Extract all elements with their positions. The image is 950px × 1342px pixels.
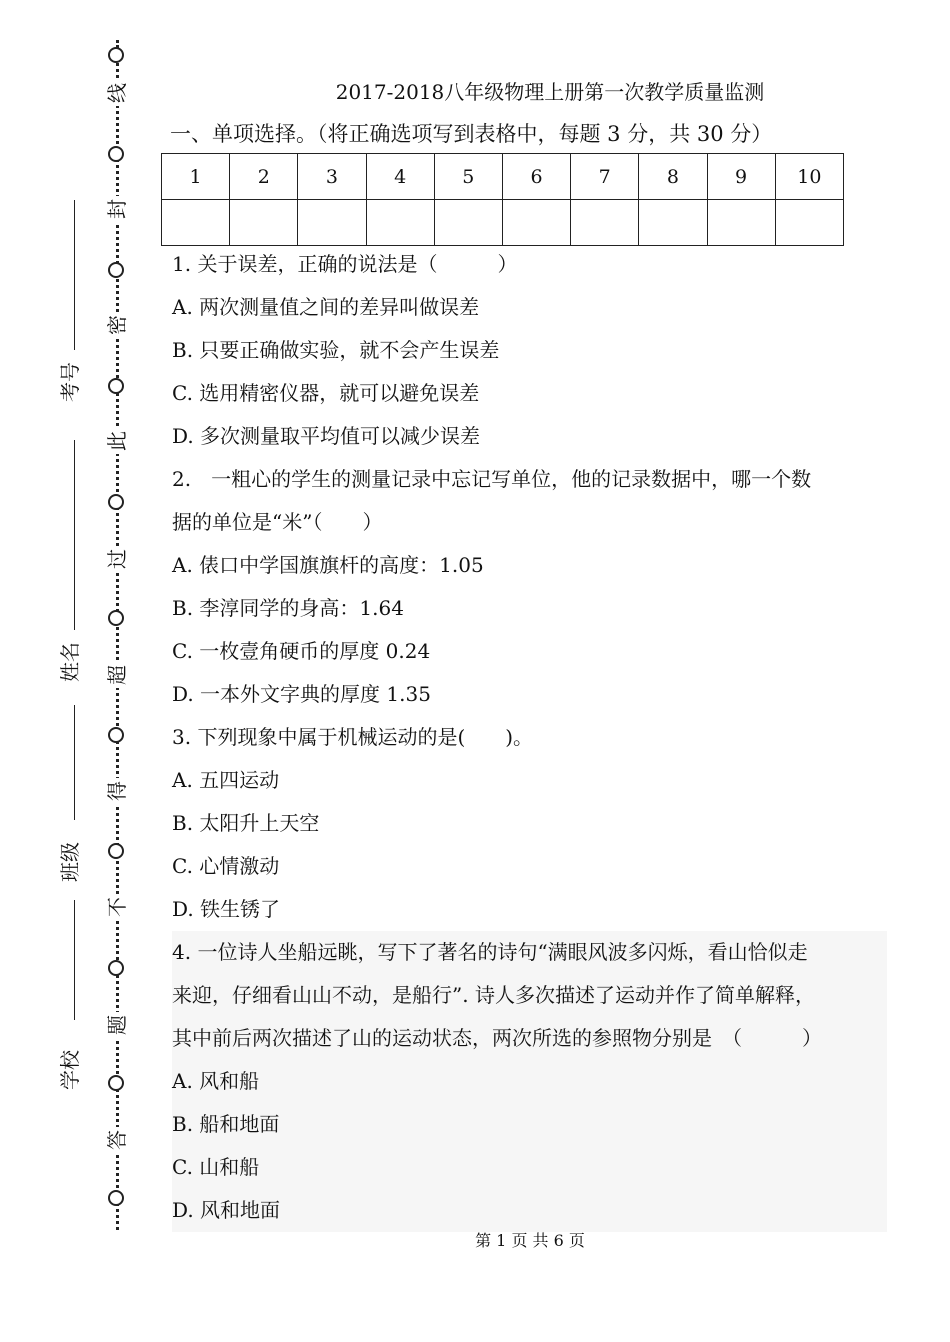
question-3-option-d: D. 铁生锈了 (172, 897, 281, 921)
question-4-stem-line-2: 来迎，仔细看山山不动，是船行”. 诗人多次描述了运动并作了简单解释， (172, 974, 887, 1017)
name-label: 姓名 (58, 642, 82, 682)
answer-number-cell: 1 (162, 154, 230, 200)
question-1-option-b: B. 只要正确做实验，就不会产生误差 (172, 338, 500, 362)
answer-blank-row[interactable] (162, 200, 844, 246)
school-line[interactable] (74, 900, 75, 1020)
answer-blank-cell[interactable] (639, 200, 707, 246)
question-4-stem-line-1: 4. 一位诗人坐船远眺，写下了著名的诗句“满眼风波多闪烁，看山恰似走 (172, 931, 887, 974)
question-3-option-b: B. 太阳升上天空 (172, 811, 320, 835)
question-2-stem-line-1: 2. 一粗心的学生的测量记录中忘记写单位，他的记录数据中，哪一个数 (172, 467, 812, 491)
answer-number-cell: 2 (230, 154, 298, 200)
binding-circle-icon (108, 494, 124, 510)
question-2-option-d: D. 一本外文字典的厚度 1.35 (172, 682, 431, 706)
binding-char: 得 (104, 778, 130, 804)
class-label: 班级 (58, 842, 82, 882)
section-heading: 一、单项选择。（将正确选项写到表格中，每题 3 分，共 30 分） (170, 122, 773, 146)
exam-number-label: 考号 (58, 362, 82, 402)
binding-circle-icon (108, 1075, 124, 1091)
binding-char: 过 (104, 546, 130, 572)
binding-char: 题 (104, 1012, 130, 1038)
answer-blank-cell[interactable] (162, 200, 230, 246)
question-2-option-a: A. 俵口中学国旗旗杆的高度：1.05 (172, 553, 484, 577)
question-4-stem-line-3: 其中前后两次描述了山的运动状态，两次所选的参照物分别是 （ ） (172, 1017, 887, 1060)
exam-number-line[interactable] (74, 200, 75, 350)
answer-number-cell: 5 (434, 154, 502, 200)
binding-circle-icon (108, 1190, 124, 1206)
binding-circle-icon (108, 843, 124, 859)
answer-blank-cell[interactable] (571, 200, 639, 246)
question-4-option-c: C. 山和船 (172, 1146, 887, 1189)
question-3-option-a: A. 五四运动 (172, 768, 280, 792)
answer-number-cell: 6 (502, 154, 570, 200)
answer-blank-cell[interactable] (775, 200, 843, 246)
question-4-option-a: A. 风和船 (172, 1060, 887, 1103)
answer-blank-cell[interactable] (434, 200, 502, 246)
question-1-stem: 1. 关于误差，正确的说法是（ ） (172, 252, 518, 276)
question-2-option-b: B. 李淳同学的身高：1.64 (172, 596, 404, 620)
binding-char: 封 (104, 196, 130, 222)
name-line[interactable] (74, 440, 75, 630)
school-label: 学校 (58, 1050, 82, 1090)
binding-circle-icon (108, 262, 124, 278)
question-2-option-c: C. 一枚壹角硬币的厚度 0.24 (172, 639, 431, 663)
binding-circle-icon (108, 610, 124, 626)
answer-blank-cell[interactable] (502, 200, 570, 246)
question-1-option-d: D. 多次测量取平均值可以减少误差 (172, 424, 481, 448)
binding-char: 此 (104, 428, 130, 454)
answer-number-cell: 8 (639, 154, 707, 200)
answer-number-cell: 7 (571, 154, 639, 200)
binding-circle-icon (108, 378, 124, 394)
question-3-stem: 3. 下列现象中属于机械运动的是( )。 (172, 725, 534, 749)
binding-circle-icon (108, 47, 124, 63)
class-line[interactable] (74, 705, 75, 820)
binding-char: 线 (104, 80, 130, 106)
binding-char: 超 (104, 662, 130, 688)
answer-blank-cell[interactable] (366, 200, 434, 246)
question-2-stem-line-2: 据的单位是“米”（ ） (172, 510, 383, 534)
question-4-option-d: D. 风和地面 (172, 1189, 887, 1232)
question-3-option-c: C. 心情激动 (172, 854, 280, 878)
binding-circle-icon (108, 146, 124, 162)
question-1-option-a: A. 两次测量值之间的差异叫做误差 (172, 295, 480, 319)
question-1-option-c: C. 选用精密仪器，就可以避免误差 (172, 381, 480, 405)
exam-title: 2017-2018八年级物理上册第一次教学质量监测 (335, 80, 765, 104)
answer-number-cell: 3 (298, 154, 366, 200)
binding-char: 密 (104, 312, 130, 338)
answer-blank-cell[interactable] (707, 200, 775, 246)
answer-blank-cell[interactable] (298, 200, 366, 246)
question-4-option-b: B. 船和地面 (172, 1103, 887, 1146)
binding-circle-icon (108, 727, 124, 743)
answer-number-cell: 10 (775, 154, 843, 200)
answer-number-row (162, 154, 844, 200)
binding-circle-icon (108, 960, 124, 976)
page-footer: 第 1 页 共 6 页 (475, 1231, 585, 1250)
binding-char: 不 (104, 894, 130, 920)
answer-blank-cell[interactable] (230, 200, 298, 246)
binding-char: 答 (104, 1127, 130, 1153)
answer-table (161, 153, 844, 246)
answer-number-cell: 4 (366, 154, 434, 200)
answer-number-cell: 9 (707, 154, 775, 200)
